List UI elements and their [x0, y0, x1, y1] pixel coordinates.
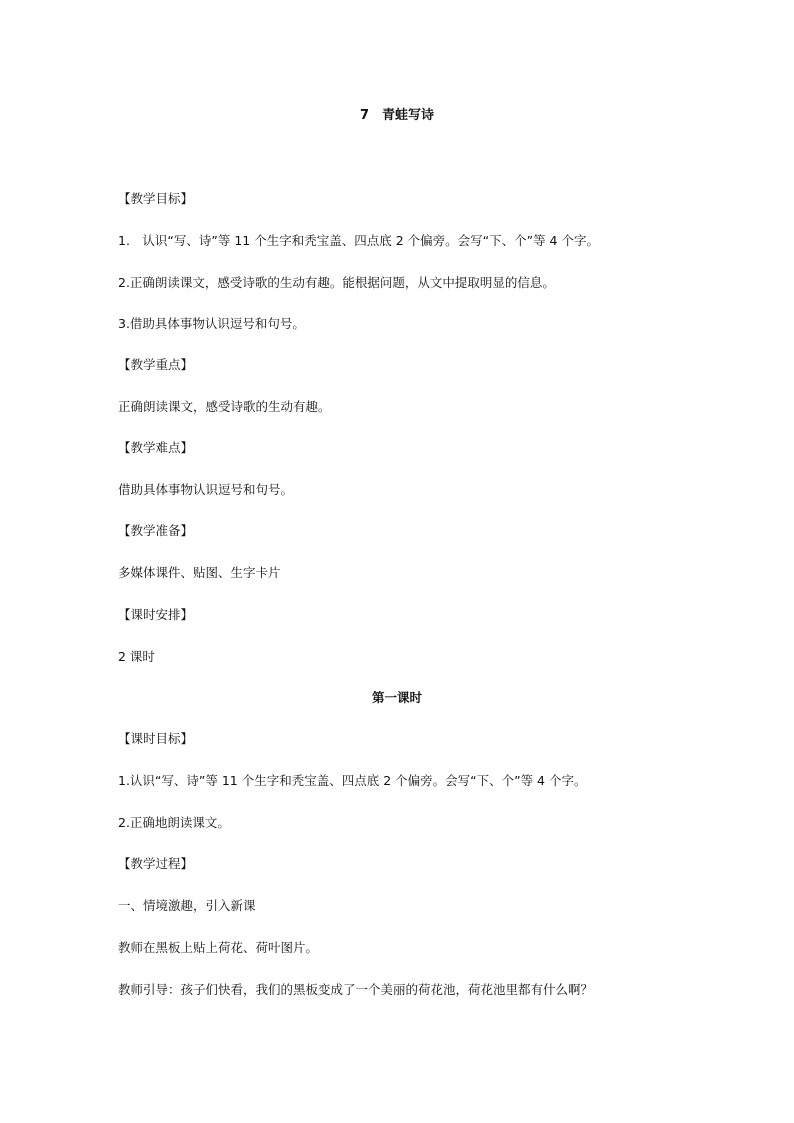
key-points-text: 正确朗读课文，感受诗歌的生动有趣。	[118, 399, 331, 414]
goal-item-3: 3.借助具体事物认识逗号和句号。	[118, 316, 305, 331]
key-points-heading: 【教学重点】	[118, 357, 194, 372]
preparation-text: 多媒体课件、贴图、生字卡片	[118, 565, 281, 580]
process-step-1-text: 教师在黑板上贴上荷花、荷叶图片。	[118, 940, 319, 955]
preparation-heading: 【教学准备】	[118, 523, 194, 538]
document-title: 7 青蛙写诗	[359, 108, 435, 123]
goal-item-2: 2.正确朗读课文，感受诗歌的生动有趣。能根据问题，从文中提取明显的信息。	[118, 275, 555, 290]
difficulty-text: 借助具体事物认识逗号和句号。	[118, 482, 294, 497]
goals-heading: 【教学目标】	[118, 191, 194, 206]
lesson-title: 第一课时	[371, 690, 422, 705]
difficulty-heading: 【教学难点】	[118, 440, 194, 455]
process-heading: 【教学过程】	[118, 856, 194, 871]
process-step-1: 一、情境激趣，引入新课	[118, 898, 256, 913]
lesson-goal-item-2: 2.正确地朗读课文。	[118, 815, 230, 830]
schedule-text: 2 课时	[118, 649, 155, 664]
process-step-1-quote: 教师引导：孩子们快看，我们的黑板变成了一个美丽的荷花池，荷花池里都有什么啊？	[118, 982, 594, 997]
lesson-goals-heading: 【课时目标】	[118, 731, 194, 746]
lesson-goal-item-1: 1.认识“写、诗”等 11 个生字和秃宝盖、四点底 2 个偏旁。会写“下、个”等 4 个字。	[118, 773, 587, 788]
goal-item-1: 1. 认识“写、诗”等 11 个生字和秃宝盖、四点底 2 个偏旁。会写“下、个”等 4 个字。	[118, 233, 599, 248]
schedule-heading: 【课时安排】	[118, 607, 194, 622]
